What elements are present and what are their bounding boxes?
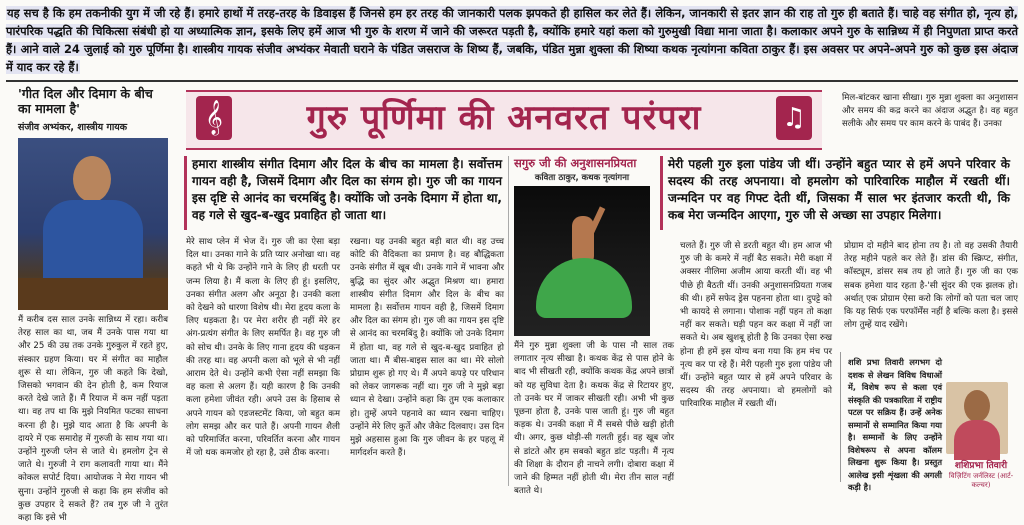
pull-quote-right: मेरी पहली गुरु इला पांडेय जी थीं। उन्होंने बहुत प्यार से हमें अपने परिवार के सदस्य की तरह अपनाया। वो हमलोग को पारिवारिक माहौल में रखती थीं। जन्मदिन पर वह गिफ्ट देती थीं, जिसका मैं साल भर इंतजार करती थी, कि कब मेरा जन्मदिन आएगा, गुरु जी से अच्छा सा उपहार मिलेगा।	[668, 157, 1010, 222]
dancer-byline: कविता ठाकुर, कथक नृत्यांगना	[534, 173, 630, 183]
intro-paragraph	[6, 4, 1018, 76]
column-4-body: मैंने गुरु मुन्ना शुक्ला जी के पास नौ साल तक लगातार नृत्य सीखा है। कथक केंद्र से पास होने के बाद भी सीखती रही, क्योंकि कथक केंद्र अपने छात्रों को यह सुविधा देता है। कथक केंद्र से रिटायर हुए, तो उनके घर में जाकर सीखती रही। अभी भी कुछ पूछना होता है, उनके पास जाती हूं। गुरु जी बहुत कड़क थे। उनकी कक्षा में मैं सबसे पीछे खड़ी होती थी। अगर, कुछ थोड़ी-सी गलती हुई। वह खूब जोर से डांटते और हम सबको बहुत डांट पड़ती। मैं नृत्य की शिक्षा के दौरान ही नाचने लगी। दोबारा कक्षा में जाने की हिम्मत नहीं होती थी। मेरा तीन साल नहीं बताते थे।	[514, 341, 674, 497]
singer-photo	[18, 138, 168, 310]
dancer-photo	[514, 186, 650, 336]
harmonium	[18, 278, 168, 310]
column-5-body: चलते हैं। गुरु जी से डरती बहुत थी। हम आज भी गुरु जी के कमरे में नहीं बैठ सकते। मेरी कक्षा में अक्सर नीलिमा अजीम आया करती थीं। वह भी पीछे ही बैठती थीं। उनकी अनुशासनप्रियता गजब की थी। हमें सफेद ड्रेस पहनना होता था। दुपट्टे को भी कायदे से लगाना। पोशाक नहीं पहन तो कक्षा नहीं कर सकते। घड़ी पहन कर कक्षा में नहीं जा सकते थे। अब खुशबू होती है कि उनका ऐसा रुख होना ही हमें इस योग्य बना गया कि हम मंच पर नृत्य कर पा रहे हैं। मेरी पहली गुरु इला पांडेय जी थीं। उन्होंने बहुत प्यार से हमें अपने परिवार के सदस्य की तरह अपनाया। वो हमलोगों को पारिवारिक माहौल में रखती थीं।	[680, 241, 832, 410]
pull-quote-bar-right	[660, 156, 663, 230]
column-6-top: मिल-बांटकर खाना सीखा। गुरु मुन्ना शुक्ला का अनुशासन और समय की कद्र करने का अंदाज अद्भुत है। वह बहुत सलीके और समय पर काम करने के पाबंद हैं। उनका	[842, 93, 1018, 130]
singer-shirt	[43, 200, 143, 280]
singer-face	[73, 156, 111, 202]
music-note-icon: ♫	[776, 96, 812, 140]
pull-quote-left: हमारा शास्त्रीय संगीत दिमाग और दिल के बीच का मामला है। सर्वोत्तम गायन वही है, जिसमें दिमाग और दिल का संगम हो। गुरु जी का गायन इस दृष्टि से आनंद का चरमबिंदु है। क्योंकि जो उनके दिमाग में होता था, वह गले से खुद-ब-खुद प्रवाहित हो जाता था।	[192, 157, 502, 222]
column-2-body: मेरे साथ प्लेन में भेज दें। गुरु जी का ऐसा बड़ा दिल था। उनका गाने के प्रति प्यार अनोखा था। वह कहते भी थे कि उन्होंने गाने के लिए ही धरती पर जन्म लिया है। मैं कला के लिए ही हूं। इसलिए, उनका संगीत अलग और अनूठा है। उनकी कला को देखने को धारणा विशेष थी। मेरा हृदय कला के लिए धड़कता है। पर मेरा शरीर ही नहीं मेरे हर अंग-प्रत्यंग संगीत के लिए समर्पित है। वह गुरु जी को सोच थी। उनके के लिए गाना हृदय की धड़कन की तरह था। वह अपनी कला को भूले से भी नहीं आराम देते थे। उन्होंने कभी ऐसा नहीं समझा कि वह कला से अलग हैं। यही कारण है कि उनकी कला हमेशा जीवंत रही। अपने उस के हिसाब से अपने गायन को एडजस्टमेंट किया, जो बहुत कम लोग समझ और कर पाते हैं। अपनी गायन शैली को परिमार्जित करना, परिवर्तित करना और गायन में जो थक कमजोर हो रहा है, उसे ठीक करना।	[186, 237, 340, 459]
column-6-body: प्रोग्राम दो महीने बाद होना तय है। तो वह उसकी तैयारी तेरह महीने पहले कर लेते हैं। डांस की स्क्रिप्ट, संगीत, कॉस्ट्यूम, डांसर सब तय हो जाते हैं। गुरु जी का एक सबक हमेशा याद रहता है-'सी सुंदर की एक झलक हो। अर्थात्‌ एक प्रोग्राम ऐसा करो कि लोगों को पता चल जाए कि यह सिर्फ एक परफॉर्मेंस नहीं है बल्कि कला है। इससे लोग तुम्हें याद रखेंगे।	[844, 241, 1018, 331]
divider	[508, 156, 509, 486]
treble-clef-icon: 𝄞	[196, 96, 232, 140]
intro-text: यह सच है कि हम तकनीकी युग में जी रहे हैं। हमारे हाथों में तरह-तरह के डिवाइस हैं जिनसे हम हर तरह की जानकारी पलक झपकते ही हासिल कर लेते हैं। लेकिन, जानकारी से इतर ज्ञान की राह तो गुरु ही बताते हैं। चाहे वह संगीत हो, नृत्य हो, पारंपरिक पद्धति की चिकित्सा संबंधी हो या अध्यात्मिक ज्ञान, इसके लिए हमें आज भी गुरु के शरण में जाने की जरूरत पड़ती है, क्योंकि हमारे यहां कला को गुरुमुखी विद्या माना जाता है। कलाकार अपने गुरु के सान्निध्य में ही निपुणता प्राप्त करते हैं। आने वाले 24 जुलाई को गुरु पूर्णिमा है। शास्त्रीय गायक संजीव अभ्यंकर मेवाती घराने के पंडित जसराज के शिष्य हैं, जबकि, पंडित मुन्ना शुक्ला की शिष्या कथक नृत्यांगना कविता ठाकुर हैं। इस अवसर पर अपने-अपने गुरु को कुछ इस अंदाज में याद कर रहे हैं।	[6, 6, 1018, 74]
column-3-body: रखना। यह उनकी बहुत बड़ी बात थी। वह उच्च कोटि की वैदिकता का प्रमाण है। वह बौद्धिकता उनके संगीत में खूब थी। उनके गाने में भावना और बुद्धि का सुंदर और अद्भुत मिश्रण था। हमारा शास्त्रीय संगीत दिमाग और दिल के बीच का मामला है। सर्वोत्तम गायन वही है, जिसमें दिमाग और दिल का संगम हो। गुरु जी का गायन इस दृष्टि से आनंद का चरमबिंदु है। क्योंकि जो उनके दिमाग में होता था, वह गले से खुद-ब-खुद प्रवाहित हो जाता था। मैं बीस-बाइस साल का था। मेरे सोलो प्रोग्राम शुरू हो गए थे। मैं अपने कपड़े पर परिधान को लेकर जागरूक नहीं था। गुरु जी ने मुझे बड़ा ध्यान से देखा। उन्होंने कहा कि तुम एक कलाकार हो। तुम्हें अपने पहनावे का ध्यान रखना चाहिए। उन्होंने मेरे लिए कुर्ते और जैकेट दिलवाए। उस दिन मुझे अहसास हुआ कि गुरु जीवन के हर पहलू में मार्गदर्शन करते हैं।	[350, 237, 504, 459]
dancer-skirt	[536, 258, 632, 318]
pull-quote-bar	[184, 156, 187, 230]
left-title: 'गीत दिल और दिमाग के बीच का मामला है'	[18, 86, 153, 116]
author-bio: शशि प्रभा तिवारी लगभग दो दशक से लेखन विविध विधाओं में, विशेष रूप से कला एवं संस्कृति की पत्रकारिता में राष्ट्रीय पटल पर सक्रिय हैं। उन्हें अनेक सम्मानों से सम्मानित किया गया है। सम्मानों के लिए उन्होंने विशेषरूप से अपना कॉलम लिखना शुरू किया है। प्रस्तुत आलेख इसी शृंखला की अगली कड़ी है।	[848, 357, 942, 492]
author-face	[964, 390, 990, 422]
author-photo	[946, 382, 1008, 454]
author-role: विज़िटिंग जर्नलिस्ट (आर्ट-कल्चर)	[948, 472, 1014, 489]
dancer-title: सगुरु जी की अनुशासनप्रियता	[514, 156, 637, 170]
author-name: शशिप्रभा तिवारी	[954, 461, 1008, 471]
headline: गुरु पूर्णिमा की अनवरत परंपरा	[306, 98, 702, 138]
left-body: मैं करीब दस साल उनके सान्निध्य में रहा। करीब तेरह साल का था, जब मैं उनके पास गया था और 25 की उम्र तक उनके गुरुकुल में रहते हुए, संस्कार ग्रहण किया। घर में संगीत का माहौल शुरू से था। लेकिन, गुरु जी कहते कि देखो, जिसको भगवान की देन होती है, कम रियाज करते देखे जाते हैं। मैं रियाज में कम नहीं पड़ता था। वह तप था कि मुझे नियमित फटका साधना करना ही है। मुझे याद आता है कि अपनी के दायरे में एक समारोह में गुरुजी के साथ गया था। उन्होंने गुरुजी प्लेन से जाते थे। हमलोग ट्रेन से जाते थे। गुरुजी ने राग कलावती गाया था। मैंने कोकल सपोर्ट दिया। आयोजक ने मेरा गायन भी सुना। उन्होंने गुरुजी से कहा कि हम संजीव को कुछ उपहार दे सकते हैं? तब गुरु जी ने तुरंत कहा कि इसे भी	[18, 315, 168, 524]
top-rule	[6, 80, 1018, 82]
left-byline: संजीव अभ्यंकर, शास्त्रीय गायक	[18, 122, 128, 133]
author-dress	[954, 420, 1000, 460]
